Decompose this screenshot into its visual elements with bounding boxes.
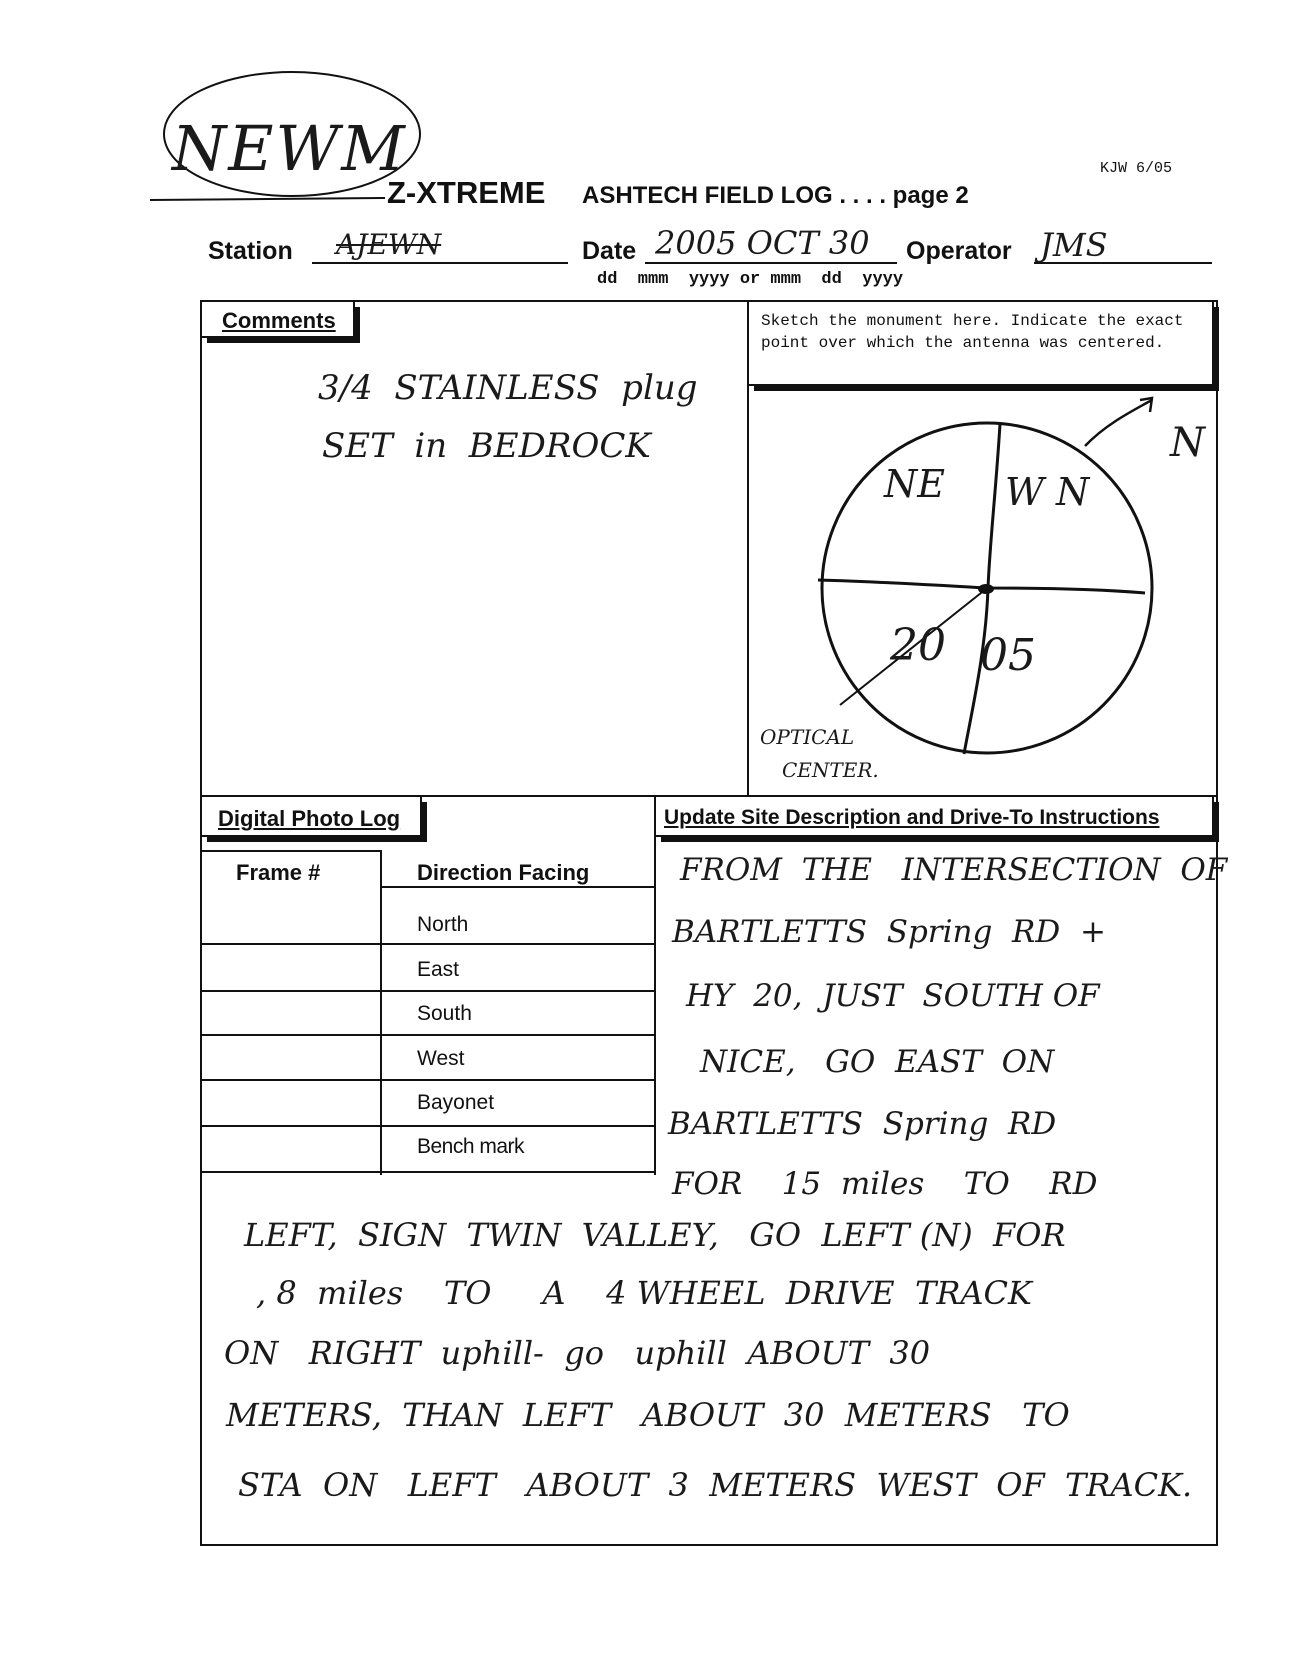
date-label: Date bbox=[582, 237, 637, 265]
site-desc-full-line-2: , 8 miles TO A 4 WHEEL DRIVE TRACK bbox=[256, 1274, 1032, 1312]
photo-row-bayonet: Bayonet bbox=[417, 1091, 495, 1114]
sketch-instructions: Sketch the monument here. Indicate the exact point over which the antenna was centered. bbox=[761, 312, 1184, 352]
handwritten-station-tag: NEWM bbox=[172, 112, 407, 185]
site-description-header bbox=[656, 797, 1214, 837]
date-value: 2005 OCT 30 bbox=[655, 224, 870, 262]
station-value: AJEWN bbox=[336, 228, 442, 261]
comments-header bbox=[202, 302, 355, 338]
comments-line-2: SET in BEDROCK bbox=[322, 426, 651, 466]
site-desc-full-line-3: ON RIGHT uphill- go uphill ABOUT 30 bbox=[224, 1334, 931, 1372]
site-desc-line-5: BARTLETTS Spring RD bbox=[668, 1106, 1057, 1142]
sketch-year-left: 20 bbox=[890, 620, 946, 671]
title-brand: Z-XTREME bbox=[387, 175, 546, 210]
date-format-hint: dd mmm yyyy or mmm dd yyyy bbox=[597, 270, 904, 289]
optical-label-line-1: OPTICAL bbox=[760, 725, 855, 749]
photo-col-direction: Direction Facing bbox=[417, 860, 590, 885]
site-desc-line-3: HY 20, JUST SOUTH OF bbox=[686, 978, 1100, 1014]
station-field bbox=[312, 228, 568, 264]
form-code: KJW 6/05 bbox=[1100, 160, 1173, 177]
site-desc-full-line-1: LEFT, SIGN TWIN VALLEY, GO LEFT (N) FOR bbox=[244, 1216, 1066, 1254]
sketch-instructions-box bbox=[749, 302, 1214, 386]
site-desc-line-1: FROM THE INTERSECTION OF bbox=[680, 852, 1228, 888]
sketch-year-right: 05 bbox=[980, 630, 1036, 681]
photo-col-frame: Frame # bbox=[236, 860, 321, 885]
photo-row-north: North bbox=[417, 913, 469, 936]
optical-label-line-2: CENTER. bbox=[782, 758, 879, 782]
sketch-quad-ne: NE bbox=[884, 462, 945, 506]
site-desc-line-6: FOR 15 miles TO RD bbox=[672, 1166, 1098, 1202]
site-desc-line-4: NICE, GO EAST ON bbox=[700, 1044, 1055, 1080]
site-desc-line-2: BARTLETTS Spring RD + bbox=[672, 914, 1106, 950]
operator-field bbox=[1034, 226, 1212, 264]
north-mark: N bbox=[1170, 420, 1205, 466]
station-label: Station bbox=[208, 237, 293, 265]
comments-line-1: 3/4 STAINLESS plug bbox=[318, 368, 698, 408]
site-desc-full-line-4: METERS, THAN LEFT ABOUT 30 METERS TO bbox=[226, 1396, 1070, 1434]
photo-log-label: Digital Photo Log bbox=[218, 806, 401, 831]
sketch-quad-wn: WN bbox=[1005, 470, 1102, 514]
photo-header-rule bbox=[200, 850, 380, 852]
photo-row-east: East bbox=[417, 958, 460, 981]
site-description-label: Update Site Description and Drive-To Instructions bbox=[664, 806, 1160, 829]
photo-row-south: South bbox=[417, 1002, 472, 1025]
operator-value: JMS bbox=[1040, 226, 1108, 264]
photo-log-right-edge bbox=[654, 795, 656, 1175]
photo-log-header bbox=[202, 797, 422, 837]
photo-row-west: West bbox=[417, 1047, 465, 1070]
date-field bbox=[645, 224, 897, 264]
site-desc-full-line-5: STA ON LEFT ABOUT 3 METERS WEST OF TRACK. bbox=[238, 1466, 1193, 1504]
operator-label: Operator bbox=[906, 237, 1012, 265]
photo-row-bench-mark: Bench mark bbox=[417, 1135, 525, 1158]
page-title: ASHTECH FIELD LOG . . . . page 2 bbox=[582, 182, 969, 209]
comments-label: Comments bbox=[222, 308, 336, 333]
